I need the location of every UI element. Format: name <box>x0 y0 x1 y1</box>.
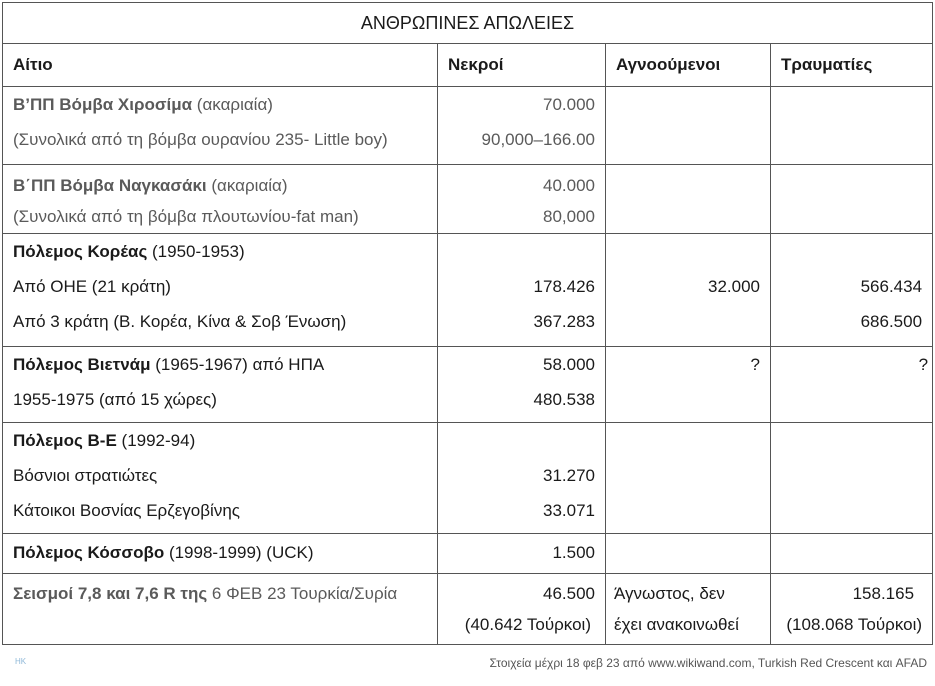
cause-detail: (ακαριαία) <box>192 95 273 114</box>
cause-detail: (1965-1967) από ΗΠΑ <box>150 355 325 374</box>
dead-value: 58.000 <box>543 355 595 374</box>
header-cause: Αίτιο <box>3 44 438 87</box>
author-initials: HK <box>15 657 27 666</box>
cause-title: Πόλεμος Β-Ε <box>13 431 117 450</box>
dead-cell <box>438 423 606 534</box>
missing-value: Άγνωστος, δεν <box>614 584 725 603</box>
injured-cell <box>771 165 933 234</box>
cause-title: Σεισμοί 7,8 και 7,6 R της <box>13 584 208 603</box>
header-injured: Τραυματίες <box>771 44 933 87</box>
cause-subline: 1955-1975 (από 15 χώρες) <box>13 390 217 409</box>
injured-value: 686.500 <box>860 312 923 331</box>
missing-cell <box>606 87 771 165</box>
injured-cell <box>771 234 933 347</box>
cause-detail: (1992-94) <box>116 431 196 450</box>
dead-cell <box>438 534 606 574</box>
cause-subline: (Συνολικά από τη βόμβα ουρανίου 235- Little boy) <box>13 130 388 149</box>
table-row <box>3 574 933 645</box>
header-dead: Νεκροί <box>438 44 606 87</box>
dead-value: 367.283 <box>533 312 595 331</box>
injured-value: 566.434 <box>860 277 923 296</box>
cause-detail: (ακαριαία) <box>206 176 288 195</box>
cause-cell <box>3 234 438 347</box>
dead-cell <box>438 347 606 423</box>
cause-title: Πόλεμος Κόσσοβο <box>13 543 165 562</box>
missing-cell <box>606 423 771 534</box>
dead-value: 80,000 <box>543 207 595 226</box>
cause-detail: (1998-1999) (UCK) <box>164 543 314 562</box>
dead-cell <box>438 87 606 165</box>
dead-value: 33.071 <box>543 501 595 520</box>
injured-cell <box>771 423 933 534</box>
cause-title: Πόλεμος Κορέας <box>13 242 148 261</box>
dead-value: 480.538 <box>533 390 595 409</box>
dead-value: 46.500 <box>543 584 595 603</box>
footer <box>0 648 935 686</box>
missing-cell <box>606 574 771 645</box>
casualties-table <box>2 2 933 645</box>
cause-detail: 6 ΦΕΒ 23 Τουρκία/Συρία <box>207 584 398 603</box>
missing-cell <box>606 165 771 234</box>
source-note: Στοιχεία μέχρι 18 φεβ 23 από www.wikiwand.com, Turkish Red Crescent και AFAD <box>489 656 927 670</box>
injured-cell <box>771 534 933 574</box>
cause-cell <box>3 165 438 234</box>
cause-title: Πόλεμος Βιετνάμ <box>13 355 151 374</box>
dead-cell <box>438 234 606 347</box>
missing-cell <box>606 234 771 347</box>
missing-value: έχει ανακοινωθεί <box>614 615 739 634</box>
missing-cell <box>606 347 771 423</box>
dead-value: 70.000 <box>543 95 595 114</box>
cause-cell <box>3 87 438 165</box>
table-row <box>3 87 933 165</box>
cause-subline: Από 3 κράτη (Β. Κορέα, Κίνα & Σοβ Ένωση) <box>13 312 347 331</box>
cause-subline: Από ΟΗΕ (21 κράτη) <box>13 277 171 296</box>
missing-cell <box>606 534 771 574</box>
cause-detail: (1950-1953) <box>147 242 245 261</box>
dead-value: 31.270 <box>543 466 595 485</box>
cause-cell <box>3 574 438 645</box>
table-row <box>3 423 933 534</box>
cause-cell <box>3 423 438 534</box>
table-title: ΑΝΘΡΩΠΙΝΕΣ ΑΠΩΛΕΙΕΣ <box>3 3 933 44</box>
header-row <box>3 44 933 87</box>
dead-value: 40.000 <box>543 176 595 195</box>
cause-cell <box>3 347 438 423</box>
dead-value: 90,000–166.00 <box>481 130 595 149</box>
cause-title: Β’ΠΠ Βόμβα Χιροσίμα <box>13 95 193 114</box>
cause-title: Β΄ΠΠ Βόμβα Ναγκασάκι <box>13 176 207 195</box>
injured-cell <box>771 574 933 645</box>
table-row <box>3 165 933 234</box>
dead-cell <box>438 165 606 234</box>
injured-cell <box>771 347 933 423</box>
table-row <box>3 347 933 423</box>
injured-value: (108.068 Τούρκοι) <box>786 615 923 634</box>
cause-cell <box>3 534 438 574</box>
injured-cell <box>771 87 933 165</box>
header-missing: Αγνοούμενοι <box>606 44 771 87</box>
missing-value: 32.000 <box>708 277 760 296</box>
table-row <box>3 534 933 574</box>
cause-subline: (Συνολικά από τη βόμβα πλουτωνίου-fat man) <box>13 207 359 226</box>
cause-subline: Κάτοικοι Βοσνίας Ερζεγοβίνης <box>13 501 240 520</box>
injured-value: 158.165 <box>852 584 915 603</box>
cause-subline: Βόσνιοι στρατιώτες <box>13 466 158 485</box>
dead-cell <box>438 574 606 645</box>
missing-value: ? <box>750 355 760 374</box>
dead-value: 178.426 <box>533 277 595 296</box>
table-row <box>3 234 933 347</box>
injured-value: ? <box>918 355 929 374</box>
dead-value: (40.642 Τούρκοι) <box>464 615 591 634</box>
dead-value: 1.500 <box>552 543 595 562</box>
